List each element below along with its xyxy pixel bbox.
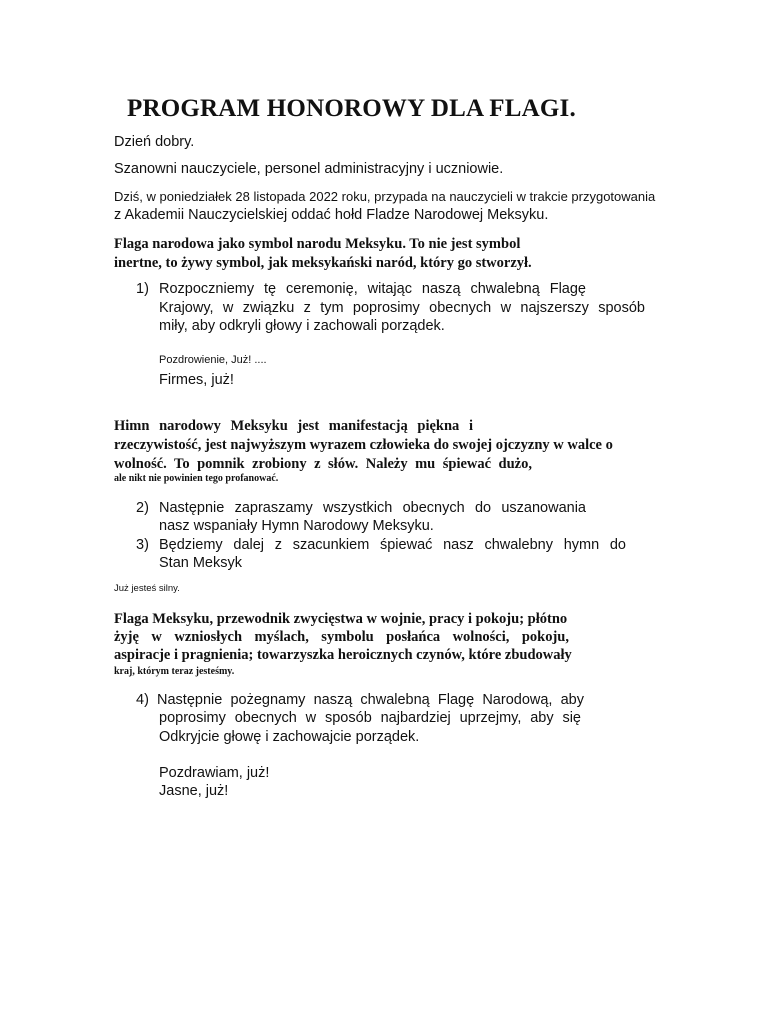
command-1-line-2: Firmes, już!	[159, 372, 234, 388]
anthem-line-2: rzeczywistość, jest najwyższym wyrazem człowieka do swojej ojczyzny w walce o	[114, 437, 613, 453]
greeting: Dzień dobry.	[114, 134, 195, 150]
strong-note: Już jesteś silny.	[114, 583, 180, 594]
command-1-line-1: Pozdrowienie, Już! ....	[159, 354, 267, 366]
flag-praise-line-3: aspiracje i pragnienia; towarzyszka heroicznych czynów, które zbudowały	[114, 647, 572, 663]
flag-symbol-line-1: Flaga narodowa jako symbol narodu Meksyku. To nie jest symbol	[114, 236, 521, 252]
step-1-line-1: Rozpoczniemy tę ceremonię, witając naszą chwalebną Flagę	[159, 281, 586, 297]
step-2-line-1: Następnie zapraszamy wszystkich obecnych do uszanowania	[159, 500, 586, 516]
step-1-number: 1)	[136, 281, 149, 297]
page-title: PROGRAM HONOROWY DLA FLAGI.	[127, 95, 576, 122]
step-4-line-2: poprosimy obecnych w sposób najbardziej uprzejmy, aby się	[159, 710, 581, 726]
step-1-line-2: Krajowy, w związku z tym poprosimy obecnych w najszerszy sposób	[159, 300, 645, 316]
step-4-line-1: Następnie pożegnamy naszą chwalebną Flagę Narodową, aby	[157, 692, 584, 708]
step-3-line-1: Będziemy dalej z szacunkiem śpiewać nasz chwalebny hymn do	[159, 537, 626, 553]
step-4-number: 4)	[136, 692, 149, 708]
intro-line-2: z Akademii Nauczycielskiej oddać hołd Fladze Narodowej Meksyku.	[114, 207, 549, 223]
flag-praise-line-2: żyję w wzniosłych myślach, symbolu posłańca wolności, pokoju,	[114, 629, 569, 645]
step-1-line-3: miły, aby odkryli głowy i zachowali porządek.	[159, 318, 445, 334]
anthem-line-4: ale nikt nie powinien tego profanować.	[114, 473, 279, 484]
salutation: Szanowni nauczyciele, personel administracyjny i uczniowie.	[114, 161, 504, 177]
command-2-line-1: Pozdrawiam, już!	[159, 765, 270, 781]
anthem-line-1: Himn narodowy Meksyku jest manifestacją piękna i	[114, 418, 473, 434]
anthem-line-3: wolność. To pomnik zrobiony z słów. Należy mu śpiewać dużo,	[114, 456, 532, 472]
step-3-line-2: Stan Meksyk	[159, 555, 242, 571]
flag-symbol-line-2: inertne, to żywy symbol, jak meksykański naród, który go stworzył.	[114, 255, 532, 271]
intro-line-1: Dziś, w poniedziałek 28 listopada 2022 roku, przypada na nauczycieli w trakcie przygotowania	[114, 189, 656, 204]
step-2-number: 2)	[136, 500, 149, 516]
flag-praise-line-1: Flaga Meksyku, przewodnik zwycięstwa w wojnie, pracy i pokoju; płótno	[114, 611, 568, 627]
flag-praise-line-4: kraj, którym teraz jesteśmy.	[114, 666, 235, 677]
step-3-number: 3)	[136, 537, 149, 553]
command-2-line-2: Jasne, już!	[159, 783, 229, 799]
step-2-line-2: nasz wspaniały Hymn Narodowy Meksyku.	[159, 518, 434, 534]
step-4-line-3: Odkryjcie głowę i zachowajcie porządek.	[159, 729, 420, 745]
